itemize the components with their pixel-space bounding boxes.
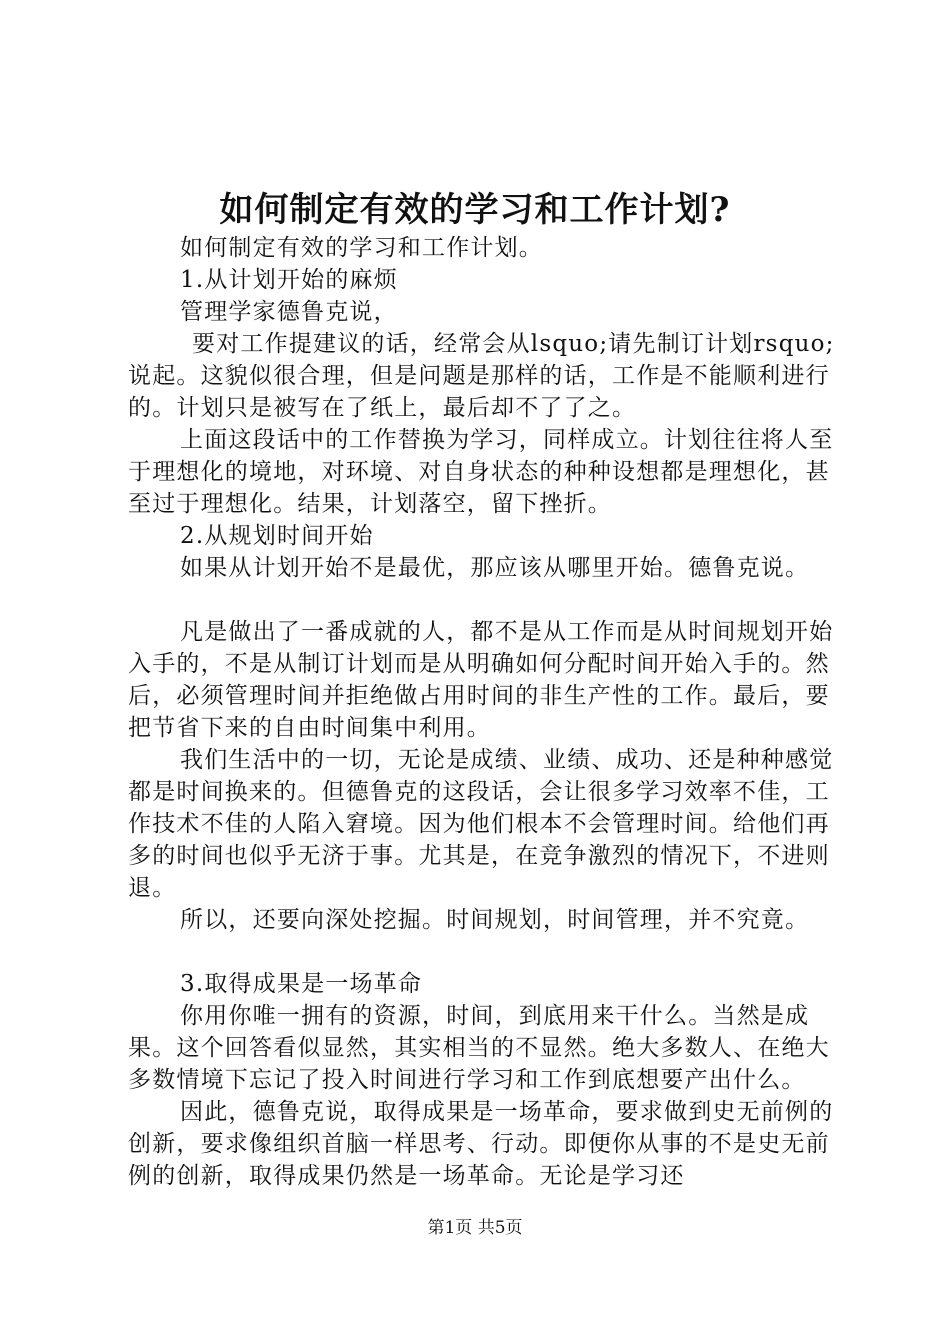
document-title: 如何制定有效的学习和工作计划?	[219, 190, 731, 230]
quote-paragraph: 要对工作提建议的话，经常会从lsquo;请先制订计划rsquo;说起。这貌似很合理，但是问题是那样的话，工作是不能顺利进行的。计划只是被写在了纸上，最后却不了了之。	[128, 331, 835, 421]
page-footer: 第1页 共5页	[427, 1218, 523, 1238]
quote-paragraph: 凡是做出了一番成就的人，都不是从工作而是从时间规划开始入手的，不是从制订计划而是从明确如何分配时间开始入手的。然后，必须管理时间并拒绝做占用时间的非生产性的工作。最后，要把节省下来的自由时间集中利用。	[128, 619, 834, 741]
paragraph: 如何制定有效的学习和工作计划。	[180, 235, 543, 261]
paragraph: 管理学家德鲁克说，	[180, 299, 398, 325]
paragraph: 所以，还要向深处挖掘。时间规划，时间管理，并不究竟。	[180, 907, 810, 933]
section-heading: 2.从规划时间开始	[180, 523, 374, 549]
document-body	[128, 232, 838, 1192]
section-heading: 1.从计划开始的麻烦	[180, 267, 398, 293]
paragraph: 你用你唯一拥有的资源，时间，到底用来干什么。当然是成果。这个回答看似显然，其实相当的不显然。绝大多数人、在绝大多数情境下忘记了投入时间进行学习和工作到底想要产出什么。	[128, 1003, 830, 1093]
paragraph: 因此，德鲁克说，取得成果是一场革命，要求做到史无前例的创新，要求像组织首脑一样思考、行动。即便你从事的不是史无前例的创新，取得成果仍然是一场革命。无论是学习还	[128, 1099, 834, 1189]
paragraph: 上面这段话中的工作替换为学习，同样成立。计划往往将人至于理想化的境地，对环境、对自身状态的种种设想都是理想化，甚至过于理想化。结果，计划落空，留下挫折。	[128, 427, 834, 517]
paragraph: 我们生活中的一切，无论是成绩、业绩、成功、还是种种感觉都是时间换来的。但德鲁克的这段话，会让很多学习效率不佳，工作技术不佳的人陷入窘境。因为他们根本不会管理时间。给他们再多的时间也似乎无济于事。尤其是，在竞争激烈的情况下，不进则退。	[128, 747, 834, 901]
section-heading: 3.取得成果是一场革命	[180, 971, 423, 997]
paragraph: 如果从计划开始不是最优，那应该从哪里开始。德鲁克说。	[180, 555, 810, 581]
